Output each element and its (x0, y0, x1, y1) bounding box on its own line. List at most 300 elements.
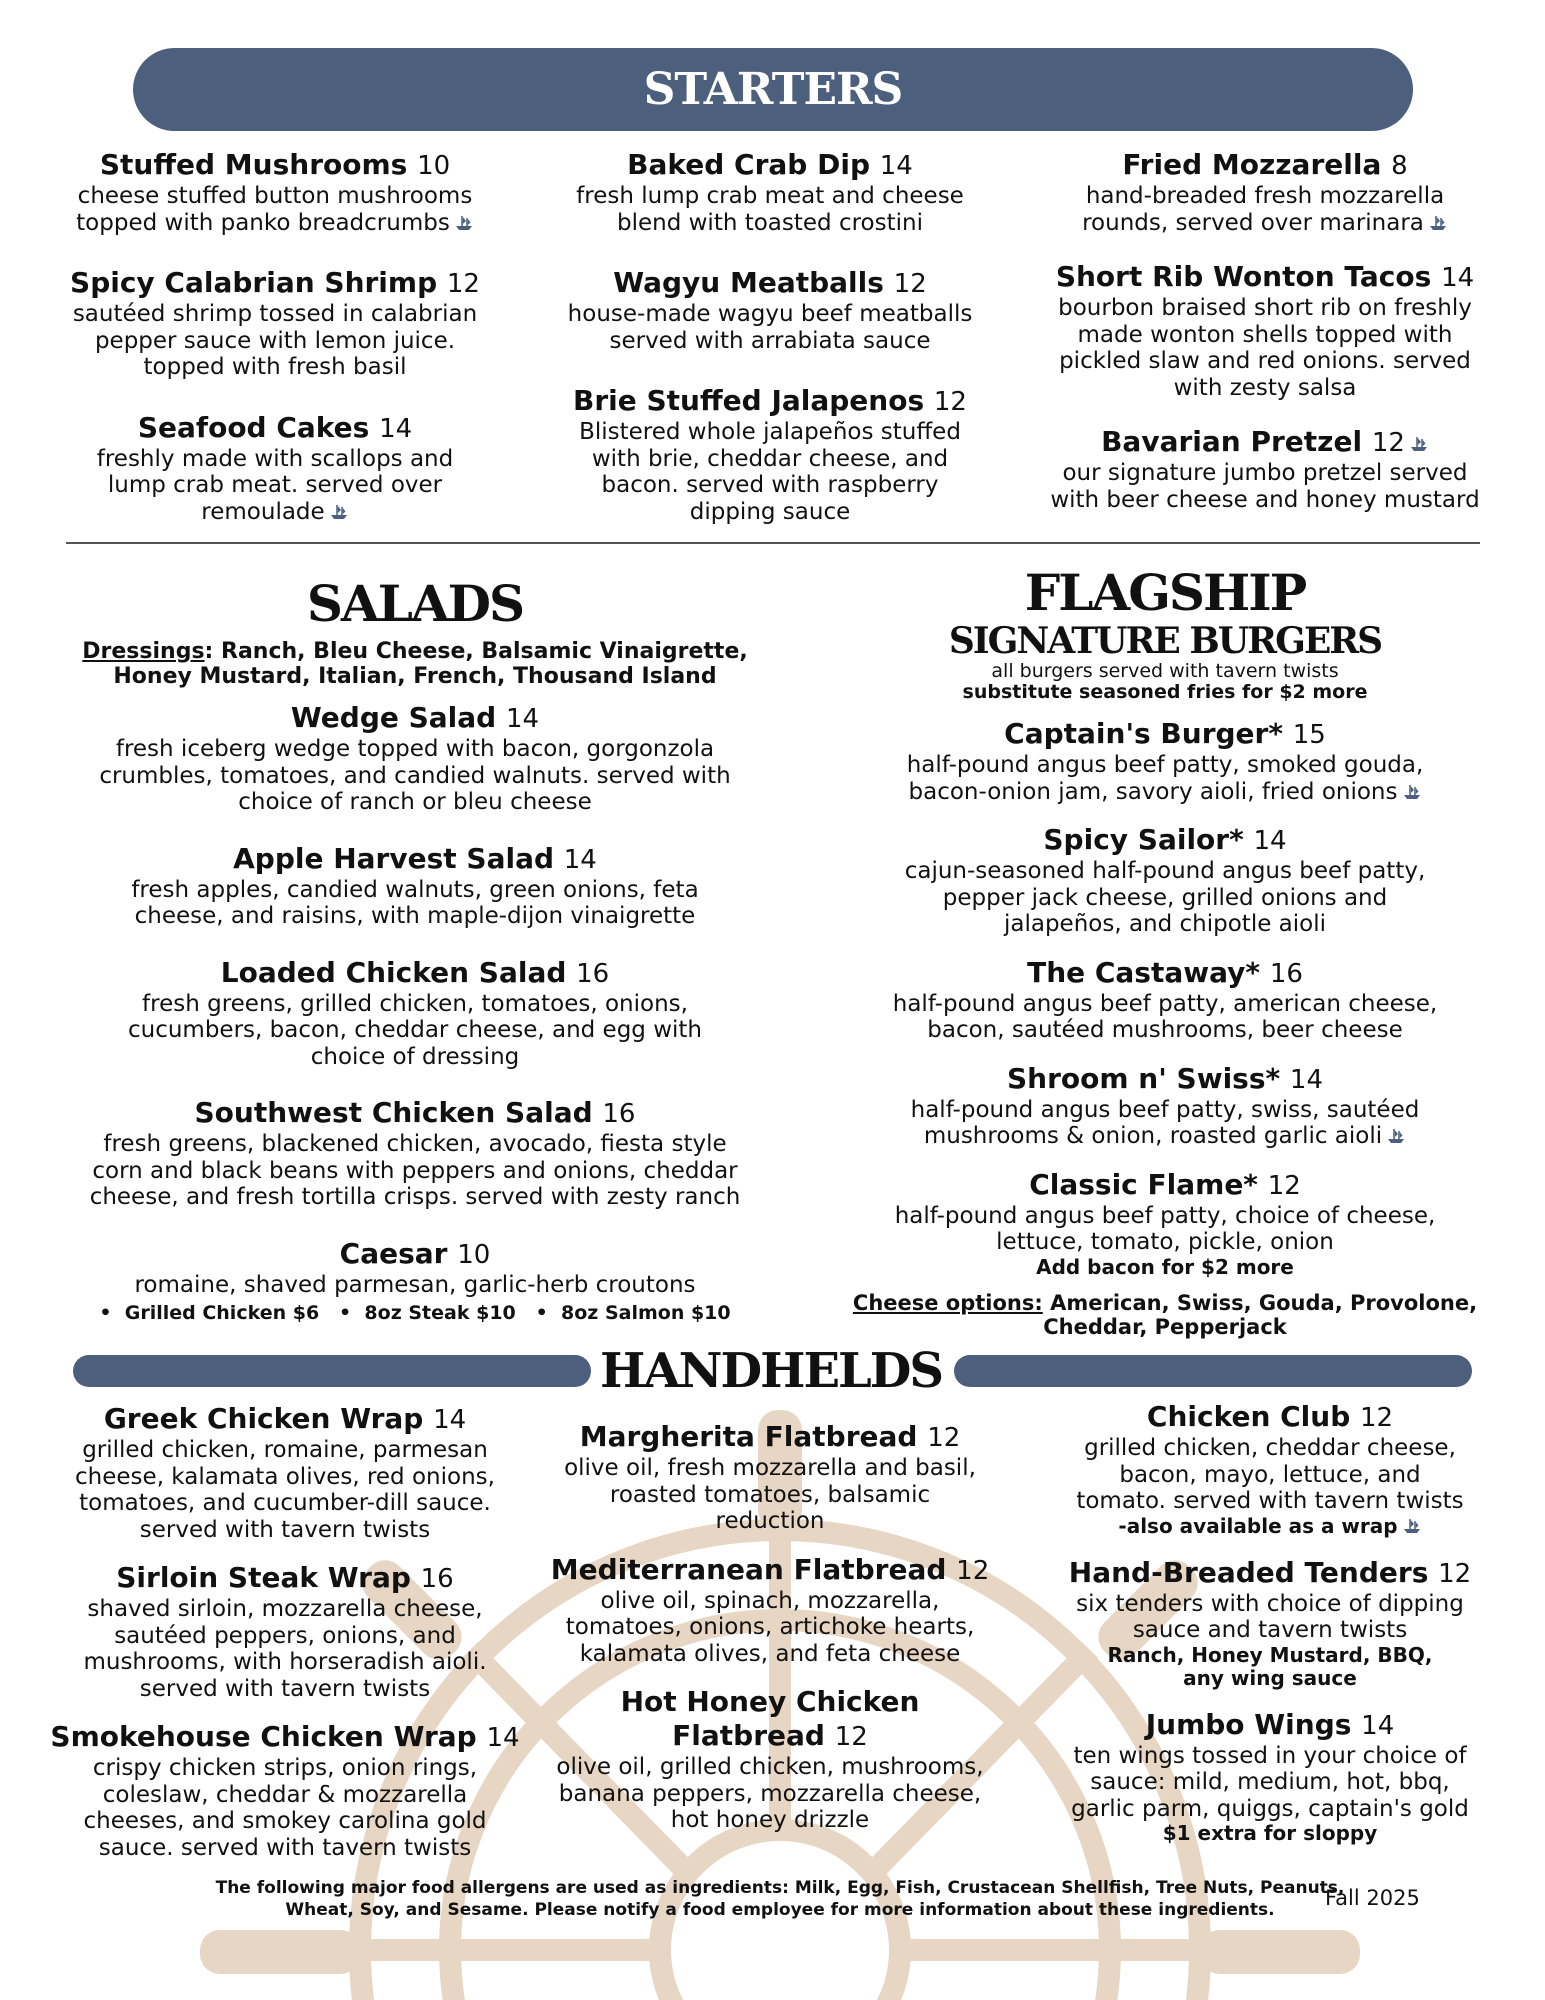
menu-item-description-text: bourbon braised short rib on freshly (1058, 295, 1472, 321)
menu-item-description-text: ten wings tossed in your choice of (1073, 1742, 1467, 1769)
burger-items (845, 717, 1485, 1279)
menu-item-description-text: fresh apples, candied walnuts, green onions, feta (131, 876, 699, 903)
burgers-section (845, 565, 1485, 1339)
menu-item-title (1030, 1708, 1510, 1743)
menu-item-description-text: cheeses, and smokey carolina gold (83, 1808, 487, 1834)
menu-item-description-text: half-pound angus beef patty, smoked gouda, (906, 752, 1424, 778)
menu-item-description-text: sauce and tavern twists (1132, 1617, 1408, 1643)
menu-item-note (1030, 1822, 1510, 1845)
menu-item (50, 1237, 780, 1299)
menu-item-description-text: with brie, cheddar cheese, and (591, 445, 949, 472)
menu-item-price: 14 (433, 1405, 467, 1435)
menu-item (35, 1561, 535, 1702)
menu-item-description-text: jalapeños, and chipotle aioli (1003, 911, 1327, 937)
menu-item (1030, 1556, 1510, 1690)
menu-item (1020, 425, 1510, 513)
menu-item-price: 16 (576, 958, 610, 989)
menu-item-description (525, 1588, 1015, 1615)
menu-item (845, 823, 1485, 938)
menu-item-description-text: bacon, sautéed mushrooms, beer cheese (927, 1017, 1403, 1043)
menu-item-description-text: grilled chicken, cheddar cheese, (1084, 1435, 1456, 1461)
menu-item-title (1030, 1400, 1510, 1435)
menu-item-name: Sirloin Steak Wrap (116, 1561, 411, 1594)
menu-item-name: Southwest Chicken Salad (194, 1096, 593, 1129)
menu-item-description-text: hand-breaded fresh mozzarella (1085, 183, 1445, 209)
menu-item-description (35, 1649, 535, 1676)
ship-icon (1402, 1517, 1422, 1535)
menu-item-note (1030, 1515, 1510, 1538)
menu-item-description-text: blend with toasted crostini (616, 209, 923, 236)
menu-item-description (845, 1123, 1485, 1150)
menu-item-description (1020, 487, 1510, 514)
menu-item-title (35, 1561, 535, 1596)
menu-item-description-text: pickled slaw and red onions. served (1059, 348, 1471, 374)
menu-item-description-text: tomato. served with tavern twists (1076, 1488, 1464, 1514)
menu-item-name-2: Flatbread (672, 1719, 825, 1752)
menu-item-description (520, 301, 1020, 328)
menu-item-description (845, 1229, 1485, 1256)
menu-item-title (50, 1237, 780, 1272)
menu-item-description (50, 1044, 780, 1071)
menu-item-description-text: served with tavern twists (139, 1516, 431, 1543)
menu-item-description-text: topped with fresh basil (143, 354, 407, 380)
menu-item-description (520, 183, 1020, 210)
starters-column-3 (1020, 148, 1510, 537)
menu-item-name: Margherita Flatbread (579, 1420, 918, 1453)
menu-item-name: Mediterranean Flatbread (550, 1552, 947, 1586)
menu-item-price: 14 (563, 844, 597, 875)
menu-item-title (1020, 425, 1510, 460)
menu-item-name: Wedge Salad (290, 701, 497, 734)
addon-1-bullet: • (99, 1302, 125, 1324)
menu-item-name: Fried Mozzarella (1122, 148, 1382, 181)
menu-item-name: Short Rib Wonton Tacos (1055, 260, 1432, 293)
menu-item-price: 12 (933, 387, 967, 417)
menu-item (520, 148, 1020, 236)
menu-item-name: Hot Honey Chicken (620, 1685, 920, 1718)
menu-item-name: Apple Harvest Salad (233, 841, 555, 875)
menu-item (50, 842, 780, 930)
menu-item-title (520, 384, 1020, 419)
menu-item-description (525, 1482, 1015, 1509)
menu-item-note-text: Ranch, Honey Mustard, BBQ, (1107, 1642, 1433, 1667)
allergen-notice (200, 1877, 1360, 1921)
menu-item-description-text: cheese, and fresh tortilla crisps. served with zesty ranch (89, 1184, 741, 1210)
menu-item-name: Spicy Calabrian Shrimp (70, 266, 438, 299)
burgers-note-2: substitute seasoned fries for $2 more (962, 681, 1368, 703)
menu-item-description (40, 328, 510, 355)
menu-item (1020, 260, 1510, 401)
menu-item-note (845, 1256, 1485, 1279)
menu-item-description-text: choice of dressing (310, 1043, 520, 1070)
menu-item-description (1030, 1617, 1510, 1644)
cheese-options-text: American, Swiss, Gouda, Provolone, (1050, 1290, 1478, 1315)
menu-item-description (520, 472, 1020, 499)
section-divider (66, 542, 1480, 544)
menu-item-description (35, 1835, 535, 1862)
menu-item-description (35, 1517, 535, 1544)
season-label: Fall 2025 (1325, 1886, 1420, 1910)
menu-item-price: 10 (417, 151, 451, 181)
burgers-note-1: all burgers served with tavern twists (991, 660, 1339, 682)
menu-item-name: Loaded Chicken Salad (220, 955, 567, 989)
menu-item-title (40, 148, 510, 183)
ship-icon (1386, 1125, 1406, 1143)
menu-item-description (845, 1017, 1485, 1044)
menu-item-description-text: six tenders with choice of dipping (1076, 1590, 1464, 1617)
menu-item-title (845, 956, 1485, 991)
menu-item-description (35, 1464, 535, 1491)
menu-item-price: 15 (1292, 720, 1326, 750)
starters-banner (133, 48, 1413, 131)
menu-item-price: 14 (486, 1723, 520, 1753)
flagship-title: FLAGSHIP (1024, 563, 1306, 622)
menu-item-description-text: grilled chicken, romaine, parmesan (82, 1437, 488, 1463)
menu-item-description-text: shaved sirloin, mozzarella cheese, (87, 1596, 483, 1622)
menu-item-description (50, 991, 780, 1018)
menu-item-description-text: Blistered whole jalapeños stuffed (579, 419, 961, 445)
menu-item-description (845, 991, 1485, 1018)
menu-item-description (525, 1508, 1015, 1535)
menu-item-description-text: mushrooms & onion, roasted garlic aioli (923, 1123, 1383, 1149)
ship-icon (1428, 212, 1448, 230)
menu-item-description-text: tomatoes, onions, artichoke hearts, (565, 1614, 975, 1640)
menu-item-title (845, 717, 1485, 752)
menu-item-note (1030, 1644, 1510, 1667)
menu-item (50, 701, 780, 816)
menu-item-title (40, 266, 510, 301)
menu-item-description-text: rounds, served over marinara (1082, 209, 1424, 236)
menu-item (35, 1720, 535, 1861)
menu-item-description-text: garlic parm, quiggs, captain's gold (1071, 1795, 1469, 1822)
menu-item-description (520, 499, 1020, 526)
menu-item-price: 14 (879, 151, 913, 181)
menu-item-price: 14 (1361, 1710, 1395, 1741)
salads-title: SALADS (306, 574, 524, 633)
menu-item-title (35, 1720, 535, 1755)
menu-item-description (40, 301, 510, 328)
handhelds-column-3 (1030, 1400, 1510, 1863)
menu-item-title (520, 266, 1020, 301)
menu-item-description (35, 1437, 535, 1464)
menu-item-description-text: half-pound angus beef patty, swiss, sautéed (910, 1096, 1420, 1123)
menu-item (520, 266, 1020, 354)
menu-item-description (35, 1676, 535, 1703)
menu-item-description-text: crispy chicken strips, onion rings, (92, 1755, 478, 1781)
menu-item-price: 12 (956, 1555, 990, 1586)
menu-item-description (520, 210, 1020, 237)
menu-item (845, 956, 1485, 1044)
salads-section (50, 575, 780, 1325)
menu-item-price: 16 (420, 1564, 454, 1594)
menu-item-description-text: half-pound angus beef patty, choice of cheese, (894, 1202, 1436, 1229)
menu-item-description-text: made wonton shells topped with (1077, 321, 1453, 348)
menu-item-description-text: tomatoes, and cucumber-dill sauce. (79, 1490, 491, 1516)
menu-item-note-2: any wing sauce (1183, 1665, 1357, 1690)
menu-item-description-text: cajun-seasoned half-pound angus beef patty, (904, 858, 1426, 884)
addon-3: 8oz Salmon $10 (561, 1302, 731, 1324)
menu-item-description (845, 779, 1485, 806)
allergen-line-1: The following major food allergens are used as ingredients: Milk, Egg, Fish, Crustacean Shellfish, Tree Nuts, Peanuts, (215, 1878, 1345, 1898)
menu-item-title (50, 701, 780, 736)
menu-item-description-text: bacon, mayo, lettuce, and (1119, 1461, 1421, 1488)
menu-item-description-text: sautéed peppers, onions, and (114, 1622, 456, 1649)
menu-item-description-text: lump crab meat. served over (107, 472, 443, 498)
menu-item-description-text: topped with panko breadcrumbs (76, 209, 450, 236)
menu-item-name: Seafood Cakes (137, 410, 370, 444)
menu-item-price: 12 (927, 1423, 961, 1453)
menu-item-title (50, 842, 780, 877)
menu-item-description-text: cheese stuffed button mushrooms (77, 183, 473, 209)
menu-item (1030, 1708, 1510, 1846)
menu-item (845, 717, 1485, 805)
menu-item-description-text: cheese, and raisins, with maple-dijon vinaigrette (134, 903, 696, 929)
addon-2: 8oz Steak $10 (364, 1302, 516, 1324)
menu-item-description-text: dipping sauce (689, 498, 851, 525)
menu-item-title (525, 1685, 1015, 1754)
menu-item-description (1020, 183, 1510, 210)
menu-item-title (845, 823, 1485, 858)
menu-item-description-text: pepper jack cheese, grilled onions and (942, 884, 1388, 911)
menu-item-price: 12 (1360, 1403, 1394, 1433)
menu-item-description (50, 789, 780, 816)
menu-item-description (1030, 1796, 1510, 1823)
addon-1: Grilled Chicken $6 (124, 1302, 320, 1324)
menu-item-price: 14 (379, 413, 413, 444)
menu-item-description-text: fresh iceberg wedge topped with bacon, gorgonzola (115, 736, 715, 762)
menu-item-description (35, 1755, 535, 1782)
menu-item (1030, 1400, 1510, 1538)
menu-item-description (1020, 460, 1510, 487)
dressings-label: Dressings (82, 639, 205, 664)
menu-item-description (845, 885, 1485, 912)
menu-item-description-text: fresh greens, blackened chicken, avocado, fiesta style (103, 1131, 727, 1157)
menu-item-name: Baked Crab Dip (627, 148, 870, 181)
menu-item-description (1020, 375, 1510, 402)
menu-item-description (525, 1807, 1015, 1834)
menu-item-description-text: remoulade (201, 498, 325, 525)
menu-item-name: Jumbo Wings (1145, 1707, 1352, 1741)
menu-item-description (40, 499, 510, 526)
menu-item-description-text: choice of ranch or bleu cheese (238, 789, 592, 815)
menu-item-name: Caesar (339, 1236, 448, 1270)
menu-item (50, 1096, 780, 1211)
menu-item-title (525, 1420, 1015, 1455)
menu-item-title (845, 1062, 1485, 1097)
addon-3-bullet: • (522, 1302, 561, 1324)
menu-item-note-text: -also available as a wrap (1118, 1513, 1398, 1538)
menu-item (50, 956, 780, 1071)
menu-item-description-text: served with tavern twists (139, 1675, 431, 1702)
menu-item-name: Smokehouse Chicken Wrap (50, 1720, 477, 1753)
menu-item-description-text: coleslaw, cheddar & mozzarella (102, 1781, 468, 1808)
menu-item-description (50, 736, 780, 763)
menu-item-description-text: with zesty salsa (1173, 374, 1357, 401)
cheese-options-label: Cheese options: (852, 1290, 1043, 1315)
menu-item-description-text: sautéed shrimp tossed in calabrian (72, 301, 478, 327)
handhelds-column-1 (35, 1402, 535, 1879)
menu-item (845, 1062, 1485, 1150)
menu-item-description-text: cucumbers, bacon, cheddar cheese, and egg with (127, 1017, 703, 1043)
handhelds-pill-right (954, 1355, 1472, 1387)
cheese-options (845, 1291, 1485, 1339)
starters-title: STARTERS (643, 64, 903, 115)
starters-column-2 (520, 148, 1020, 555)
menu-item-title (35, 1402, 535, 1437)
menu-item (525, 1685, 1015, 1834)
menu-item-description (40, 472, 510, 499)
menu-item-price: 10 (457, 1239, 491, 1270)
menu-item-description (520, 419, 1020, 446)
menu-item-description (50, 1184, 780, 1211)
menu-item-price: 16 (602, 1099, 636, 1129)
menu-item-description (525, 1781, 1015, 1808)
menu-item-description-text: half-pound angus beef patty, american cheese, (892, 990, 1438, 1017)
menu-item-description (1030, 1435, 1510, 1462)
menu-item-description (1030, 1462, 1510, 1489)
menu-item-price: 12 (893, 269, 927, 299)
menu-item-description (525, 1455, 1015, 1482)
caesar-addons (50, 1302, 780, 1325)
menu-item-name: Stuffed Mushrooms (99, 148, 408, 181)
menu-item-description (40, 354, 510, 381)
menu-item-description (525, 1754, 1015, 1781)
menu-item-description (845, 1203, 1485, 1230)
menu-item-title (1020, 260, 1510, 295)
menu-item-name: Shroom n' Swiss* (1006, 1061, 1281, 1095)
menu-item-name: Spicy Sailor* (1043, 823, 1244, 856)
menu-item-price: 14 (1253, 826, 1287, 856)
menu-item-description (845, 1097, 1485, 1124)
ship-icon (1402, 781, 1422, 799)
menu-item-description (845, 858, 1485, 885)
menu-item-description-text: bacon. served with raspberry (601, 472, 939, 498)
menu-item-description (35, 1490, 535, 1517)
menu-item-price: 14 (1289, 1064, 1323, 1095)
menu-item-description-text: olive oil, spinach, mozzarella, (600, 1587, 940, 1614)
menu-item-price: 12 (834, 1722, 868, 1752)
ship-icon (1409, 427, 1429, 445)
menu-item-description-text: crumbles, tomatoes, and candied walnuts. served with (99, 762, 731, 789)
menu-item-description-text: roasted tomatoes, balsamic (609, 1481, 931, 1508)
menu-item-price: 12 (446, 269, 480, 299)
cheese-options-text-2: Cheddar, Pepperjack (1043, 1314, 1287, 1339)
menu-item (40, 266, 510, 381)
dressings-text-2: Honey Mustard, Italian, French, Thousand Island (113, 664, 717, 689)
menu-item-description-text: served with arrabiata sauce (609, 327, 931, 354)
menu-item-description (50, 1131, 780, 1158)
menu-item-description-text: sauce. served with tavern twists (98, 1834, 472, 1861)
handhelds-title: HANDHELDS (600, 1343, 943, 1399)
menu-item-description-text: lettuce, tomato, pickle, onion (996, 1229, 1334, 1255)
menu-item-description-text: hot honey drizzle (670, 1807, 870, 1833)
menu-item-description (35, 1782, 535, 1809)
ship-icon (329, 501, 349, 519)
signature-burgers-title: SIGNATURE BURGERS (948, 620, 1382, 662)
menu-item (845, 1168, 1485, 1279)
menu-item-description-text: freshly made with scallops and (96, 445, 454, 472)
menu-item-description-text: corn and black beans with peppers and onions, cheddar (92, 1157, 738, 1184)
menu-item (1020, 148, 1510, 236)
menu-item-price: 8 (1391, 151, 1408, 181)
menu-item-description (35, 1596, 535, 1623)
menu-item-name: Classic Flame* (1029, 1167, 1258, 1201)
menu-item-description (50, 1272, 780, 1299)
menu-item-description (1030, 1769, 1510, 1796)
menu-item-description (1020, 348, 1510, 375)
menu-item-price: 12 (1438, 1558, 1472, 1589)
menu-item-description (50, 903, 780, 930)
handhelds-pill-left (73, 1355, 591, 1387)
menu-item-note-text: $1 extra for sloppy (1162, 1821, 1378, 1845)
addon-2-bullet: • (325, 1302, 365, 1324)
menu-item (35, 1402, 535, 1543)
handhelds-column-2 (525, 1420, 1015, 1852)
salad-items (50, 701, 780, 1298)
menu-item-description (40, 446, 510, 473)
menu-item-description (40, 183, 510, 210)
menu-item-description-text: kalamata olives, and feta cheese (579, 1640, 961, 1667)
dressings-text: : Ranch, Bleu Cheese, Balsamic Vinaigrette, (204, 639, 748, 664)
menu-item-note-text: Add bacon for $2 more (1036, 1254, 1294, 1279)
menu-item-description-text: reduction (715, 1508, 825, 1534)
menu-item (40, 411, 510, 526)
menu-item-description (520, 328, 1020, 355)
menu-item-description (40, 210, 510, 237)
allergen-line-2: Wheat, Soy, and Sesame. Please notify a food employee for more information about these ingredients. (285, 1900, 1275, 1920)
menu-item-description (50, 763, 780, 790)
menu-item-description-text: bacon-onion jam, savory aioli, fried onions (908, 778, 1398, 805)
menu-item-description-text: sauce: mild, medium, hot, bbq, (1090, 1769, 1450, 1795)
menu-item-description-text: fresh greens, grilled chicken, tomatoes, onions, (142, 990, 688, 1017)
menu-item-description-text: romaine, shaved parmesan, garlic-herb croutons (134, 1271, 696, 1298)
menu-item-title (50, 1096, 780, 1131)
menu-item-description-text: banana peppers, mozzarella cheese, (558, 1780, 982, 1807)
menu-item-description (845, 911, 1485, 938)
menu-item-name: The Castaway* (1027, 955, 1261, 989)
menu-item-name: Captain's Burger* (1004, 717, 1283, 750)
menu-item-description (35, 1808, 535, 1835)
menu-item-description (1020, 210, 1510, 237)
menu-item-description-text: cheese, kalamata olives, red onions, (75, 1463, 495, 1490)
menu-item-description-text: olive oil, fresh mozzarella and basil, (564, 1455, 976, 1481)
menu-item (525, 1420, 1015, 1535)
menu-item-description (520, 446, 1020, 473)
menu-item-description (525, 1614, 1015, 1641)
menu-item-title (520, 148, 1020, 183)
menu-item-description-text: house-made wagyu beef meatballs (567, 301, 973, 327)
menu-item-description-text: our signature jumbo pretzel served (1062, 460, 1468, 486)
menu-item (520, 384, 1020, 525)
menu-item (40, 148, 510, 236)
menu-item-price: 12 (1371, 428, 1405, 458)
menu-item-title (1030, 1556, 1510, 1591)
menu-item-name: Brie Stuffed Jalapenos (573, 384, 925, 417)
menu-item-description-text: olive oil, grilled chicken, mushrooms, (556, 1754, 984, 1780)
menu-item-title (1020, 148, 1510, 183)
menu-item-description (1020, 322, 1510, 349)
menu-item-description-text: with beer cheese and honey mustard (1050, 486, 1480, 513)
menu-item-description-text: fresh lump crab meat and cheese (576, 183, 964, 209)
menu-item-price: 14 (1441, 263, 1475, 293)
menu-item-description (50, 877, 780, 904)
menu-item-description-text: mushrooms, with horseradish aioli. (83, 1649, 487, 1675)
menu-item-name: Wagyu Meatballs (613, 266, 884, 299)
menu-item-description (1030, 1488, 1510, 1515)
menu-item-name: Greek Chicken Wrap (103, 1402, 424, 1435)
menu-item-title (845, 1168, 1485, 1203)
menu-item-name: Bavarian Pretzel (1101, 425, 1363, 458)
